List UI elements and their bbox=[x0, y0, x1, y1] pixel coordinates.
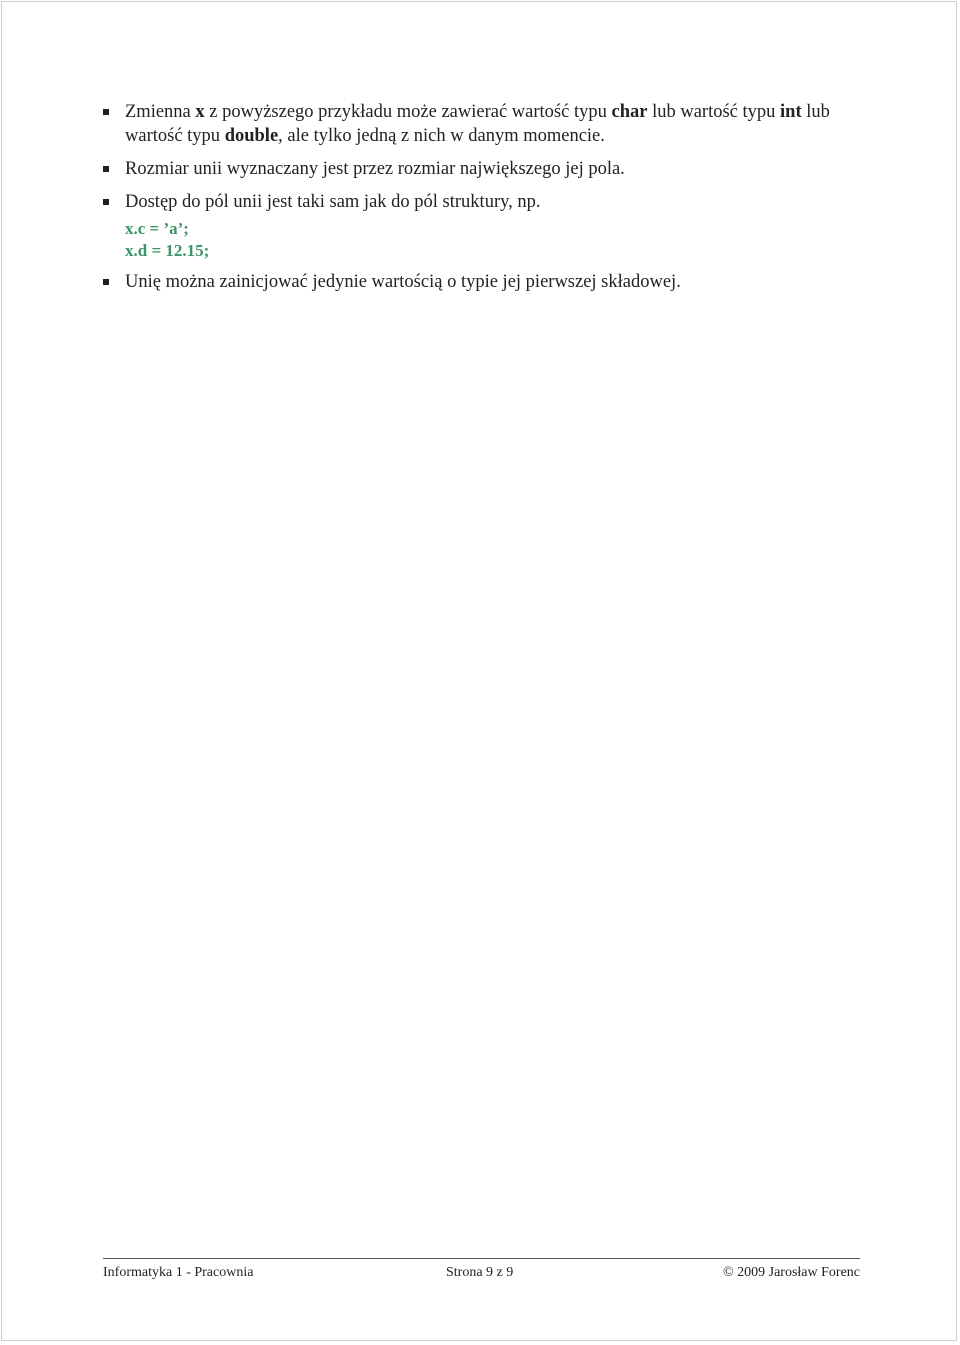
bullet-item-4 bbox=[102, 270, 872, 294]
text-run: , ale tylko jedną z nich w danym momencie. bbox=[278, 126, 605, 146]
footer-course: Informatyka 1 - Pracownia bbox=[103, 1265, 254, 1280]
code-line-2: x.d = 12.15; bbox=[125, 241, 210, 260]
code-line-1: x.c = ’a’; bbox=[125, 219, 189, 238]
footer-copyright: © 2009 Jarosław Forenc bbox=[723, 1265, 860, 1280]
text-run: Zmienna bbox=[125, 102, 196, 122]
content-area bbox=[102, 100, 872, 303]
square-bullet-icon bbox=[103, 279, 109, 285]
square-bullet-icon bbox=[103, 166, 109, 172]
page-footer bbox=[103, 1258, 860, 1286]
bullet-3-text: Dostęp do pól unii jest taki sam jak do pól struktury, np. bbox=[125, 192, 541, 212]
bullet-item-1 bbox=[102, 100, 872, 148]
document-page bbox=[1, 1, 957, 1341]
text-run: z powyższego przykładu może zawierać wartość typu bbox=[204, 102, 612, 122]
square-bullet-icon bbox=[103, 109, 109, 115]
bullet-4-text: Unię można zainicjować jedynie wartością o typie jej pierwszej składowej. bbox=[125, 272, 681, 292]
bullet-2-text: Rozmiar unii wyznaczany jest przez rozmiar największego jej pola. bbox=[125, 159, 625, 179]
bold-keyword: double bbox=[224, 126, 279, 146]
text-run: lub wartość typu bbox=[125, 102, 830, 146]
bullet-item-2 bbox=[102, 157, 872, 181]
text-run: lub wartość typu bbox=[647, 102, 781, 122]
square-bullet-icon bbox=[103, 199, 109, 205]
footer-page-number: Strona 9 z 9 bbox=[446, 1265, 514, 1280]
bullet-1-text bbox=[125, 102, 830, 146]
bold-keyword: int bbox=[780, 102, 802, 122]
bullet-item-3 bbox=[102, 190, 872, 214]
bold-keyword: x bbox=[195, 102, 205, 122]
code-example bbox=[102, 218, 872, 262]
bold-keyword: char bbox=[611, 102, 648, 122]
